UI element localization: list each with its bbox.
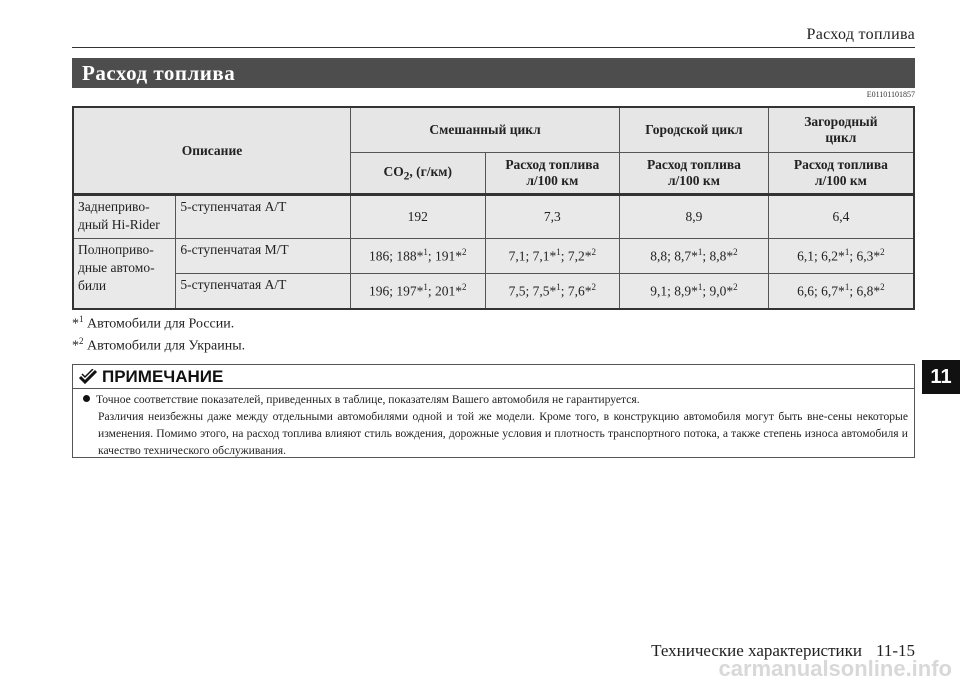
note-body: [73, 389, 914, 459]
combined-value: 7,5; 7,5*$^1$; 7,6*$^2$: [485, 274, 620, 310]
footer-page-number: 11-15: [875, 641, 915, 660]
drive-type-awd: Полноприво- дные автомо- били: [73, 239, 176, 310]
urban-value: 8,9: [620, 195, 769, 239]
footnote-russia: *$^1$ Автомобили для России.: [72, 314, 235, 332]
co2-label: CO: [383, 163, 404, 179]
note-line-1: Точное соответствие показателей, приведенных в таблице, показателям Вашего автомобиля не гарантируется.: [83, 391, 908, 408]
urban-value: 8,8; 8,7*$^1$; 8,8*$^2$: [620, 239, 769, 274]
transmission: 6-ступенчатая М/Т: [176, 239, 351, 274]
co2-unit: , (г/км): [409, 163, 452, 179]
running-header-title: Расход топлива: [806, 26, 915, 43]
table-row: [73, 239, 914, 274]
header-extra-urban-line1: Загородный: [804, 114, 878, 129]
subheader-fuel-combined: [485, 153, 620, 195]
combined-value: 7,3: [485, 195, 620, 239]
watermark: carmanualsonline.info: [718, 656, 952, 681]
subheader-fuel-urban: [620, 153, 769, 195]
fuel-label: Расход топлива: [793, 157, 888, 172]
fuel-consumption-table: [72, 106, 915, 310]
extra-urban-value: 6,6; 6,7*$^1$; 6,8*$^2$: [768, 274, 914, 310]
bullet-icon: [83, 395, 90, 402]
header-rule: [72, 47, 915, 48]
table-row: [73, 274, 914, 310]
note-header: [73, 365, 914, 389]
chapter-tab: 11: [922, 360, 960, 394]
note-heading: ПРИМЕЧАНИЕ: [102, 366, 224, 386]
fuel-label: Расход топлива: [646, 157, 741, 172]
co2-value: 196; 197*$^1$; 201*$^2$: [350, 274, 485, 310]
header-urban-cycle: Городской цикл: [620, 107, 769, 153]
fuel-unit: л/100 км: [667, 173, 720, 188]
table-row: [73, 195, 914, 239]
co2-subscript: 2: [403, 170, 410, 183]
note-box: [72, 364, 915, 458]
header-extra-urban-cycle: [768, 107, 914, 153]
checkmark-icon: [79, 369, 97, 385]
transmission: 5-ступенчатая А/Т: [176, 274, 351, 310]
fuel-unit: л/100 км: [814, 173, 867, 188]
section-title: Расход топлива: [72, 58, 915, 88]
combined-value: 7,1; 7,1*$^1$; 7,2*$^2$: [485, 239, 620, 274]
footer-chapter: Технические характеристики: [651, 641, 862, 660]
header-description: Описание: [73, 107, 350, 195]
header-extra-urban-line2: цикл: [825, 130, 857, 145]
footnote-ukraine: *$^2$ Автомобили для Украины.: [72, 336, 246, 354]
fuel-label: Расход топлива: [505, 157, 600, 172]
urban-value: 9,1; 8,9*$^1$; 9,0*$^2$: [620, 274, 769, 310]
document-code: E01101101857: [866, 90, 915, 99]
subheader-co2: [350, 153, 485, 195]
co2-value: 186; 188*$^1$; 191*$^2$: [350, 239, 485, 274]
transmission: 5-ступенчатая А/Т: [176, 195, 351, 239]
extra-urban-value: 6,1; 6,2*$^1$; 6,3*$^2$: [768, 239, 914, 274]
co2-value: 192: [350, 195, 485, 239]
extra-urban-value: 6,4: [768, 195, 914, 239]
subheader-fuel-extra-urban: [768, 153, 914, 195]
note-line-2: Различия неизбежны даже между отдельными автомобилями одной и той же модели. Кроме того, в конструкцию автомобиля могут быть вне-сены некоторые изменения. Помимо этого, на расход топлива влияют стиль вождения, дорожные условия и плотность транспортного потока, а также степень износа автомобиля и качество технического обслуживания.: [98, 410, 908, 457]
drive-type-rwd: Заднеприво- дный Hi-Rider: [73, 195, 176, 239]
fuel-unit: л/100 км: [526, 173, 579, 188]
header-combined-cycle: Смешанный цикл: [350, 107, 619, 153]
